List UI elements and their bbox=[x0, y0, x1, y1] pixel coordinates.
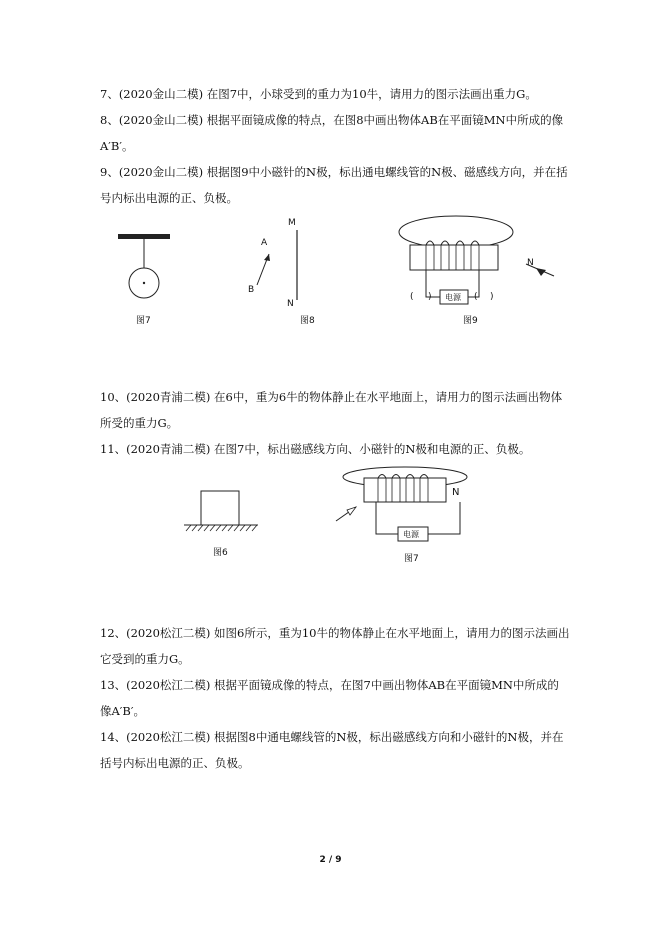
page-number: 2 / 9 bbox=[319, 855, 342, 865]
figure-6-block bbox=[180, 486, 265, 536]
figure-8-mirror bbox=[240, 220, 320, 315]
figure-7-caption: 图7 bbox=[136, 316, 151, 326]
question-11: 11、(2020青浦二模) 在图7中，标出磁感线方向、小磁针的N极和电源的正、负极。 bbox=[100, 442, 531, 456]
figure-8-caption: 图8 bbox=[300, 316, 315, 326]
power-source-label-2: 电源 bbox=[403, 530, 419, 539]
figure-7-hanging-ball bbox=[110, 228, 180, 303]
question-10: 10、(2020青浦二模) 在6中，重为6牛的物体静止在水平地面上，请用力的图示法画出物体所受的重力G。 bbox=[100, 390, 563, 430]
coil-label-N: N bbox=[452, 487, 460, 498]
bracket-left-open: ( bbox=[410, 292, 414, 302]
figure-6-caption: 图6 bbox=[213, 548, 228, 558]
question-9: 9、(2020金山二模) 根据图9中小磁针的N极，标出通电螺线管的N极、磁感线方向，并在括号内标出电源的正、负极。 bbox=[100, 165, 568, 205]
question-8: 8、(2020金山二模) 根据平面镜成像的特点，在图8中画出物体AB在平面镜MN中所成的像A′B′。 bbox=[100, 113, 564, 153]
bracket-right-close: ) bbox=[490, 292, 494, 302]
question-14: 14、(2020松江二模) 根据图8中通电螺线管的N极，标出磁感线方向和小磁针的N极，并在括号内标出电源的正、负极。 bbox=[100, 730, 564, 770]
power-source-label: 电源 bbox=[445, 293, 461, 302]
question-12: 12、(2020松江二模) 如图6所示，重为10牛的物体静止在水平地面上，请用力的图示法画出它受到的重力G。 bbox=[100, 626, 570, 666]
question-13: 13、(2020松江二模) 根据平面镜成像的特点，在图7中画出物体AB在平面镜MN中所成的像A′B′。 bbox=[100, 678, 559, 718]
mirror-label-N: N bbox=[287, 299, 294, 309]
mirror-label-M: M bbox=[288, 218, 296, 228]
object-label-B: B bbox=[248, 285, 255, 295]
figure-9-solenoid bbox=[396, 210, 561, 315]
figure-9-caption: 图9 bbox=[463, 316, 478, 326]
bracket-left-close: ) bbox=[428, 292, 432, 302]
question-7: 7、(2020金山二模) 在图7中，小球受到的重力为10牛，请用力的图示法画出重力G。 bbox=[100, 87, 537, 101]
object-label-A: A bbox=[261, 238, 268, 248]
bracket-right-open: ( bbox=[474, 292, 478, 302]
compass-needle-N: N bbox=[527, 258, 534, 268]
figure-7b-caption: 图7 bbox=[404, 554, 419, 564]
